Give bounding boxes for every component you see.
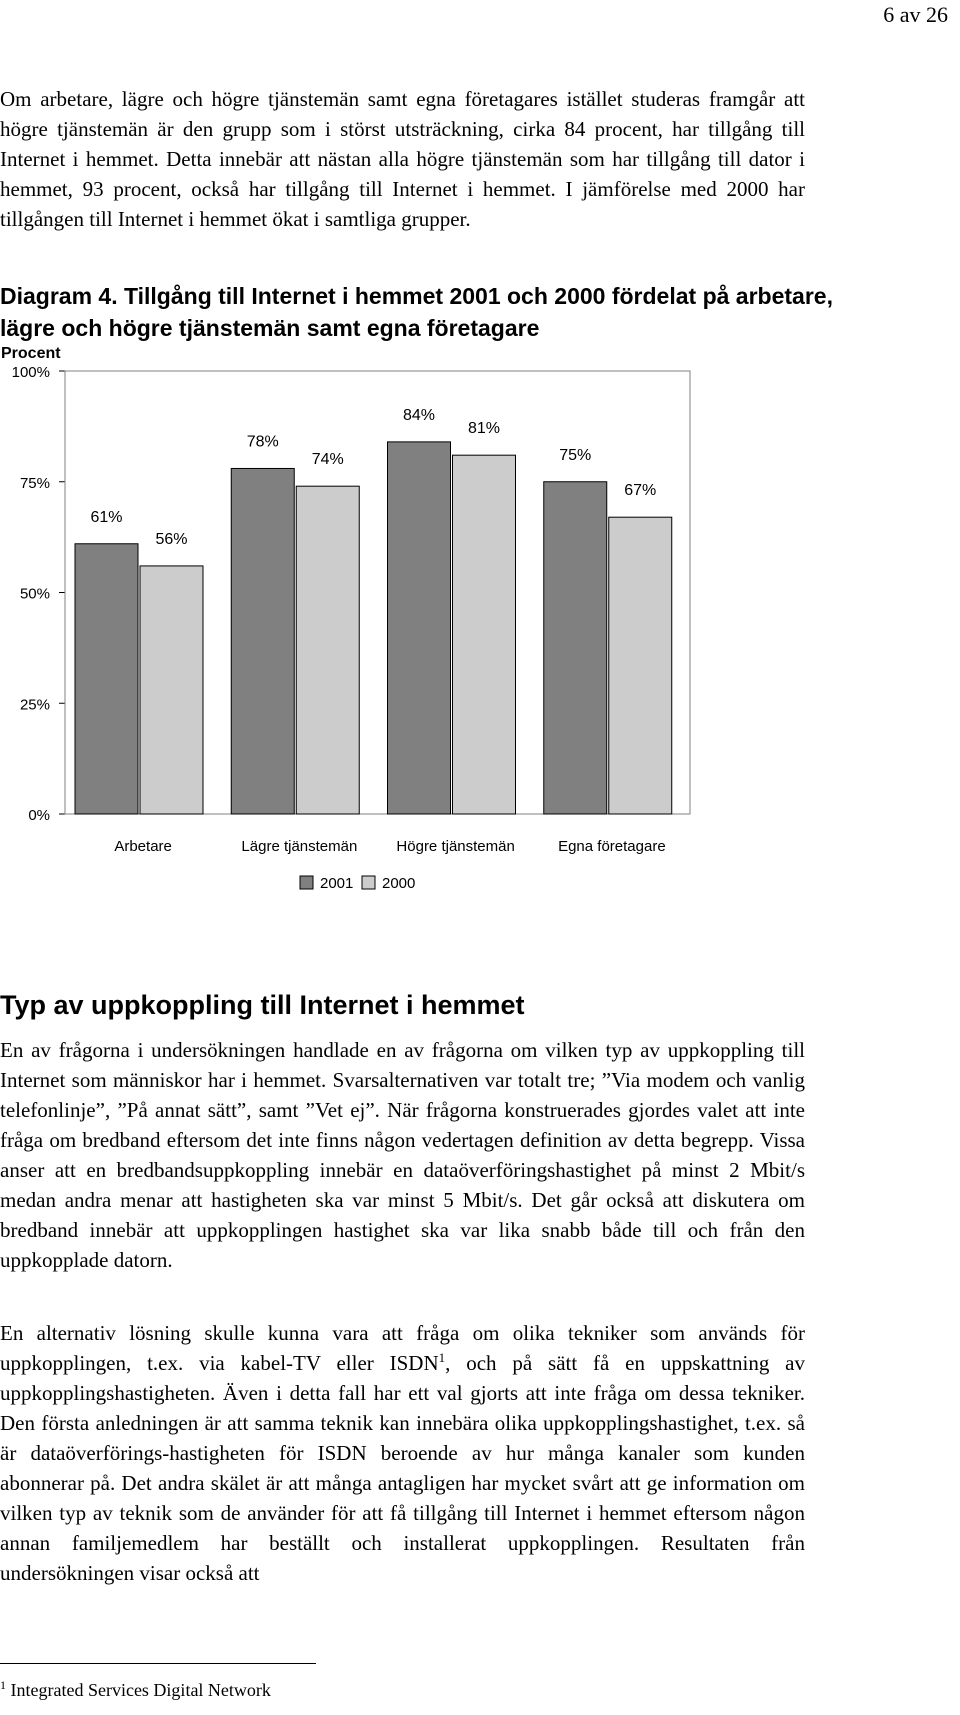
footnote xyxy=(0,1678,271,1701)
data-label: 74% xyxy=(311,451,344,469)
data-label: 75% xyxy=(559,446,592,464)
category-label: Egna företagare xyxy=(558,838,666,855)
section-heading: Typ av uppkoppling till Internet i hemmet xyxy=(0,990,525,1020)
bar-chart xyxy=(0,345,700,945)
bar-2000-1 xyxy=(140,566,203,814)
category-label: Arbetare xyxy=(114,838,172,855)
footnote-number: 1 xyxy=(0,1678,6,1692)
data-label: 56% xyxy=(155,530,188,548)
bar-2001-3 xyxy=(388,442,451,814)
category-label: Lägre tjänstemän xyxy=(241,838,358,855)
y-tick-label: 25% xyxy=(19,696,50,714)
paragraph-text: En alternativ lösning skulle kunna vara att fråga om olika tekniker som används för uppkopplingen, t.ex. via kabel-TV eller ISDN xyxy=(0,1321,805,1375)
data-label: 84% xyxy=(402,406,436,424)
data-label: 67% xyxy=(624,482,657,500)
bar-2001-4 xyxy=(544,482,607,814)
body-paragraph-2: En av frågorna i undersökningen handlade en av frågorna om vilken typ av uppkoppling till Internet som människor har i hemmet. Svarsalternativen var totalt tre; ”Via modem och vanlig telefonlinje”, ”På annat sätt”, samt ”Vet ej”. När frågorna konstruerades gjordes valet att inte fråga om bredband eftersom det inte finns någon vedertagen definition av detta begrepp. Vissa anser att en bredbandsuppkoppling innebär en dataöverföringshastighet på minst 2 Mbit/s medan andra menar att hastigheten ska var minst 5 Mbit/s. Det går också att diskutera om bredband innebär att uppkopplingen hastighet ska var lika snabb både till och från den uppkopplade datorn. xyxy=(0,1038,805,1272)
y-tick-label: 75% xyxy=(19,474,50,492)
data-label: 78% xyxy=(246,433,279,451)
y-tick-label: 50% xyxy=(19,585,50,603)
bar-2000-2 xyxy=(296,486,359,814)
y-axis-label: Procent xyxy=(1,345,61,362)
body-paragraph-1: Om arbetare, lägre och högre tjänstemän samt egna företagares istället studeras framgår att högre tjänstemän är den grupp som i störst utsträckning, cirka 84 procent, har tillgång till Internet i hemmet. Detta innebär att nästan alla högre tjänstemän som har tillgång till dator i hemmet, 93 procent, också har tillgång till Internet i hemmet. I jämförelse med 2000 har tillgången till Internet i hemmet ökat i samtliga grupper. xyxy=(0,87,805,231)
bar-2000-4 xyxy=(609,517,672,814)
category-label: Högre tjänstemän xyxy=(396,838,515,855)
data-label: 81% xyxy=(467,420,501,438)
footnote-separator xyxy=(0,1663,316,1664)
legend-swatch xyxy=(362,876,375,889)
bar-2001-2 xyxy=(231,468,294,814)
legend-label: 2000 xyxy=(382,875,416,892)
bar-2001-1 xyxy=(75,544,138,814)
y-tick-label: 0% xyxy=(28,807,50,824)
y-tick-label: 100% xyxy=(11,364,50,381)
page-number: 6 av 26 xyxy=(883,2,948,27)
legend-label: 2001 xyxy=(320,875,354,892)
footnote-text: Integrated Services Digital Network xyxy=(10,1680,271,1700)
footnote-reference[interactable]: 1 xyxy=(438,1350,446,1365)
legend-swatch xyxy=(300,876,313,889)
diagram-title: Diagram 4. Tillgång till Internet i hemmet 2001 och 2000 fördelat på arbetare, lägre och högre tjänstemän samt egna företagare xyxy=(0,283,833,341)
body-paragraph-3 xyxy=(0,1318,805,1588)
data-label: 61% xyxy=(90,508,123,526)
bar-2000-3 xyxy=(453,455,516,814)
paragraph-text: , och på sätt få en uppskattning av uppkopplingshastigheten. Även i detta fall har ett val gjorts att inte fråga om dessa tekniker. Den första anledningen är att samma teknik kan innebära olika uppkopplingshastighet, t.ex. så är dataöverförings-hastigheten för ISDN beroende av hur många kanaler som kunden abonnerar på. Det andra skälet är att många antagligen har mycket svårt att ge information om vilken typ av teknik som de använder för att få tillgång till Internet i hemmet eftersom någon annan familjemedlem har beställt och installerat uppkopplingen. Resultaten från undersökningen visar också att xyxy=(0,1351,805,1585)
